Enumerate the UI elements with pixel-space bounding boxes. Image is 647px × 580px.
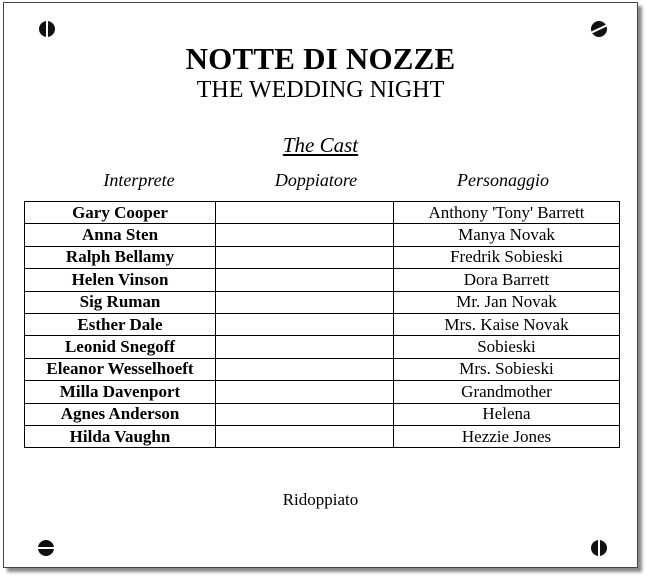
screw-icon <box>39 21 55 37</box>
table-row <box>25 224 620 246</box>
actor-cell: Gary Cooper <box>25 202 216 224</box>
table-row <box>25 403 620 425</box>
dubber-cell <box>216 269 394 291</box>
cast-plate <box>3 2 638 568</box>
role-cell: Anthony 'Tony' Barrett <box>394 202 620 224</box>
footer-note: Ridoppiato <box>282 490 359 509</box>
role-cell: Grandmother <box>394 381 620 403</box>
role-cell: Manya Novak <box>394 224 620 246</box>
film-subtitle: THE WEDDING NIGHT <box>196 77 445 103</box>
film-title: NOTTE DI NOZZE <box>185 41 456 76</box>
column-header-doppiatore: Doppiatore <box>274 170 358 190</box>
dubber-cell <box>216 381 394 403</box>
column-header-personaggio: Personaggio <box>457 170 549 190</box>
dubber-cell <box>216 202 394 224</box>
dubber-cell <box>216 246 394 268</box>
table-row <box>25 425 620 447</box>
dubber-cell <box>216 425 394 447</box>
role-cell: Fredrik Sobieski <box>394 246 620 268</box>
role-cell: Mr. Jan Novak <box>394 291 620 313</box>
column-header-interprete: Interprete <box>103 170 175 190</box>
table-row <box>25 202 620 224</box>
dubber-cell <box>216 358 394 380</box>
actor-cell: Ralph Bellamy <box>25 246 216 268</box>
screw-icon <box>591 540 607 556</box>
table-row <box>25 246 620 268</box>
dubber-cell <box>216 313 394 335</box>
role-cell: Dora Barrett <box>394 269 620 291</box>
actor-cell: Esther Dale <box>25 313 216 335</box>
actor-cell: Leonid Snegoff <box>25 336 216 358</box>
table-row <box>25 358 620 380</box>
role-cell: Helena <box>394 403 620 425</box>
cast-table <box>24 201 620 448</box>
role-cell: Mrs. Kaise Novak <box>394 313 620 335</box>
actor-cell: Hilda Vaughn <box>25 425 216 447</box>
table-row <box>25 336 620 358</box>
cast-heading: The Cast <box>282 133 359 157</box>
table-row <box>25 313 620 335</box>
actor-cell: Helen Vinson <box>25 269 216 291</box>
dubber-cell <box>216 291 394 313</box>
dubber-cell <box>216 336 394 358</box>
dubber-cell <box>216 403 394 425</box>
role-cell: Mrs. Sobieski <box>394 358 620 380</box>
role-cell: Hezzie Jones <box>394 425 620 447</box>
actor-cell: Milla Davenport <box>25 381 216 403</box>
table-row <box>25 291 620 313</box>
role-cell: Sobieski <box>394 336 620 358</box>
table-row <box>25 381 620 403</box>
actor-cell: Agnes Anderson <box>25 403 216 425</box>
actor-cell: Eleanor Wesselhoeft <box>25 358 216 380</box>
table-row <box>25 269 620 291</box>
screw-icon <box>591 21 607 37</box>
actor-cell: Sig Ruman <box>25 291 216 313</box>
dubber-cell <box>216 224 394 246</box>
screw-icon <box>38 540 54 556</box>
actor-cell: Anna Sten <box>25 224 216 246</box>
